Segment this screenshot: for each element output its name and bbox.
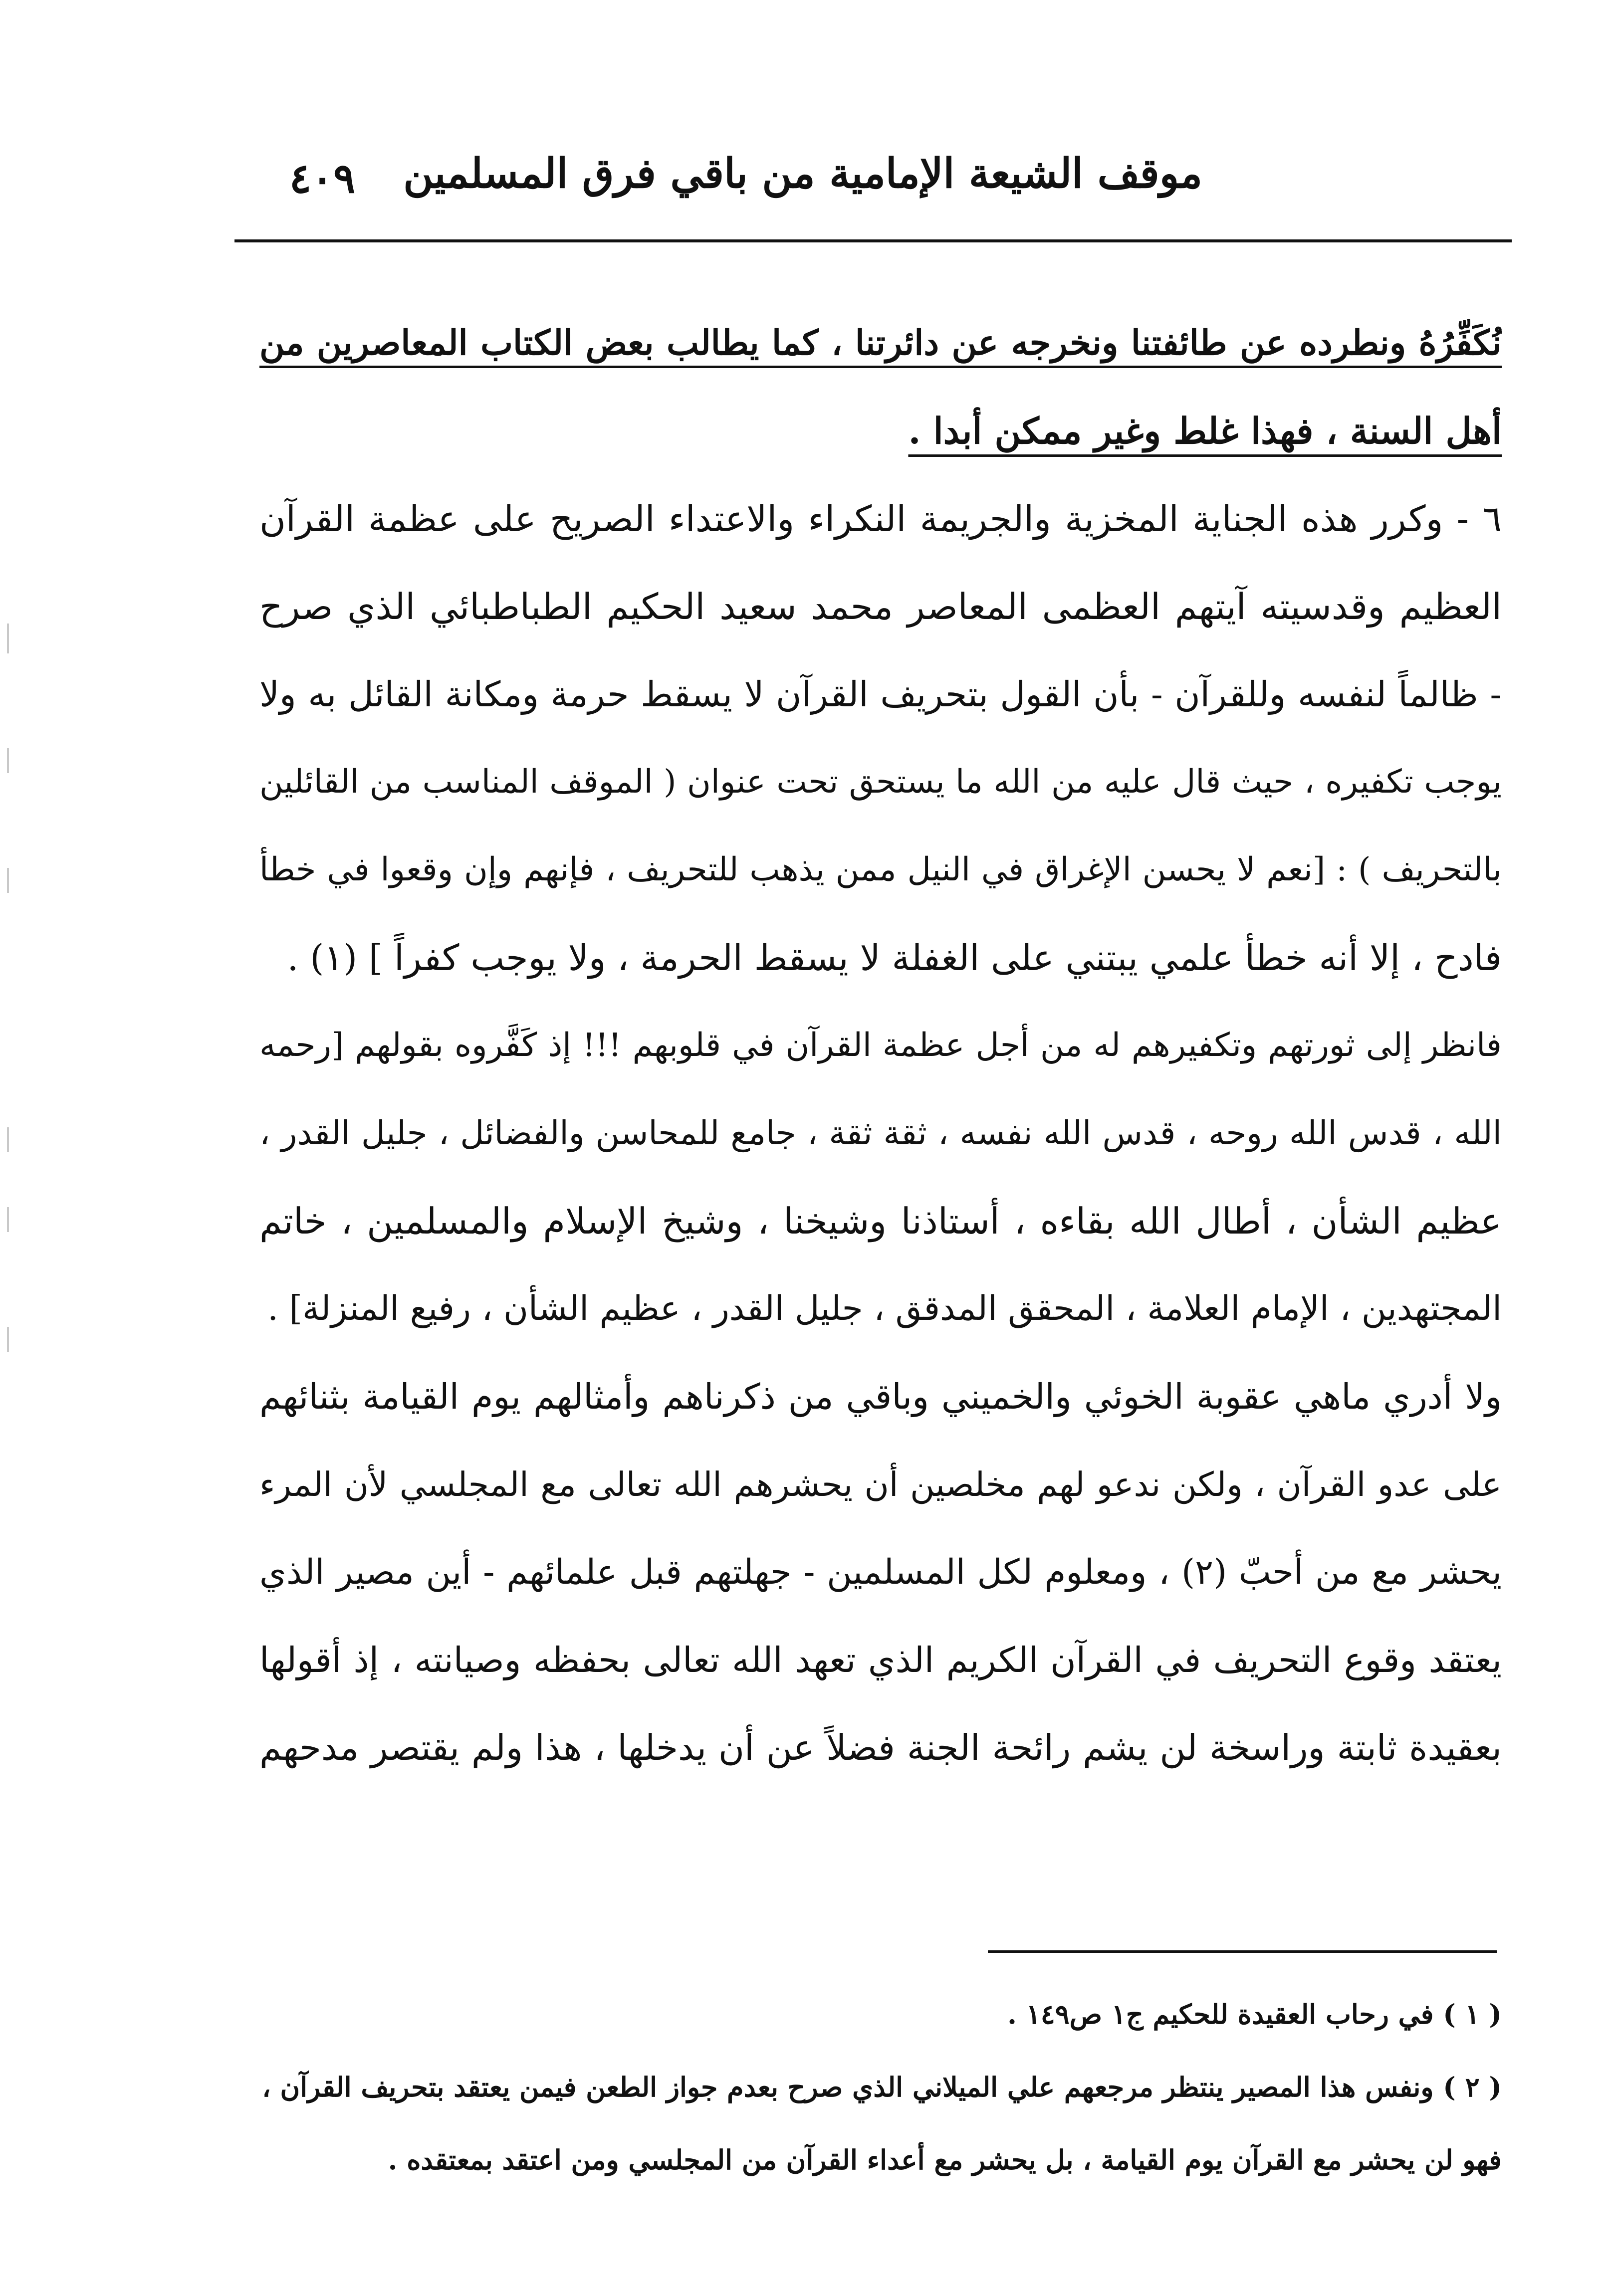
text-line: المجتهدين ، الإمام العلامة ، المحقق المدقق ، جليل القدر ، عظيم الشأن ، رفيع المنزلة] . [267,1289,1502,1328]
text-line: عظيم الشأن ، أطال الله بقاءه ، أستاذنا وشيخنا ، وشيخ الإسلام والمسلمين ، خاتم [259,1200,1502,1242]
text-line: العظيم وقدسيته آيتهم العظمى المعاصر محمد سعيد الحكيم الطباطبائي الذي صرح [259,586,1502,627]
text-line: أهل السنة ، فهذا غلط وغير ممكن أبدا . [908,410,1502,452]
footnote-2: ( ٢ ) ونفس هذا المصير ينتظر مرجعهم علي الميلاني الذي صرح بعدم جواز الطعن فيمن يعتقد بتحريف القرآن ، [262,2071,1502,2103]
footnotes [259,1978,1502,2196]
scan-edge-mark [7,748,9,773]
text-line: نُكَفِّرُهُ ونطرده عن طائفتنا ونخرجه عن دائرتنا ، كما يطالب بعض الكتاب المعاصرين من [259,323,1502,363]
footnote-1: ( ١ ) في رحاب العقيدة للحكيم ج١ ص١٤٩ . [1007,1998,1502,2030]
page-header [234,150,1512,224]
text-line: فادح ، إلا أنه خطأ علمي يبتني على الغفلة لا يسقط الحرمة ، ولا يوجب كفراً ] (١) . [287,937,1502,979]
text-line: الله ، قدس الله روحه ، قدس الله نفسه ، ثقة ثقة ، جامع للمحاسن والفضائل ، جليل القدر ، [259,1114,1502,1152]
text-line: ٦ - وكرر هذه الجناية المخزية والجريمة النكراء والاعتداء الصريح على عظمة القرآن [259,498,1502,540]
text-line: فانظر إلى ثورتهم وتكفيرهم له من أجل عظمة القرآن في قلوبهم !!! إذ كَفَّروه بقولهم [رحمه [259,1027,1502,1064]
text-line: ولا أدري ماهي عقوبة الخوئي والخميني وباقي من ذكرناهم وأمثالهم يوم القيامة بثنائهم [259,1376,1502,1417]
scan-edge-mark [7,624,9,653]
text-line: يعتقد وقوع التحريف في القرآن الكريم الذي تعهد الله تعالى بحفظه وصيانته ، إذ أقولها [259,1640,1502,1680]
text-line: على عدو القرآن ، ولكن ندعو لهم مخلصين أن يحشرهم الله تعالى مع المجلسي لأن المرء [259,1465,1502,1504]
text-line: بالتحريف ) : [نعم لا يحسن الإغراق في النيل ممن يذهب للتحريف ، فإنهم وإن وقعوا في خطأ [259,851,1502,888]
footnote-rule [988,1950,1497,1953]
text-line: بعقيدة ثابتة وراسخة لن يشم رائحة الجنة فضلاً عن أن يدخلها ، هذا ولم يقتصر مدحهم [259,1727,1502,1768]
scan-edge-mark [7,868,9,893]
footnote-2-continued: فهو لن يحشر مع القرآن يوم القيامة ، بل يحشر مع أعداء القرآن من المجلسي ومن اعتقد بمعتقده . [388,2144,1502,2176]
page-number: ٤٠٩ [289,155,356,203]
text-line: يحشر مع من أحبّ (٢) ، ومعلوم لكل المسلمين - جهلتهم قبل علمائهم - أين مصير الذي [259,1552,1502,1592]
scan-edge-mark [7,1207,9,1232]
text-line: يوجب تكفيره ، حيث قال عليه من الله ما يستحق تحت عنوان ( الموقف المناسب من القائلين [259,763,1502,801]
body-text [259,299,1502,1792]
header-rule [234,239,1512,242]
text-line: - ظالماً لنفسه وللقرآن - بأن القول بتحريف القرآن لا يسقط حرمة ومكانة القائل به ولا [259,674,1502,715]
running-title: موقف الشيعة الإمامية من باقي فرق المسلمين [403,150,1202,198]
scan-edge-mark [7,1127,9,1152]
scan-edge-mark [7,1327,9,1352]
